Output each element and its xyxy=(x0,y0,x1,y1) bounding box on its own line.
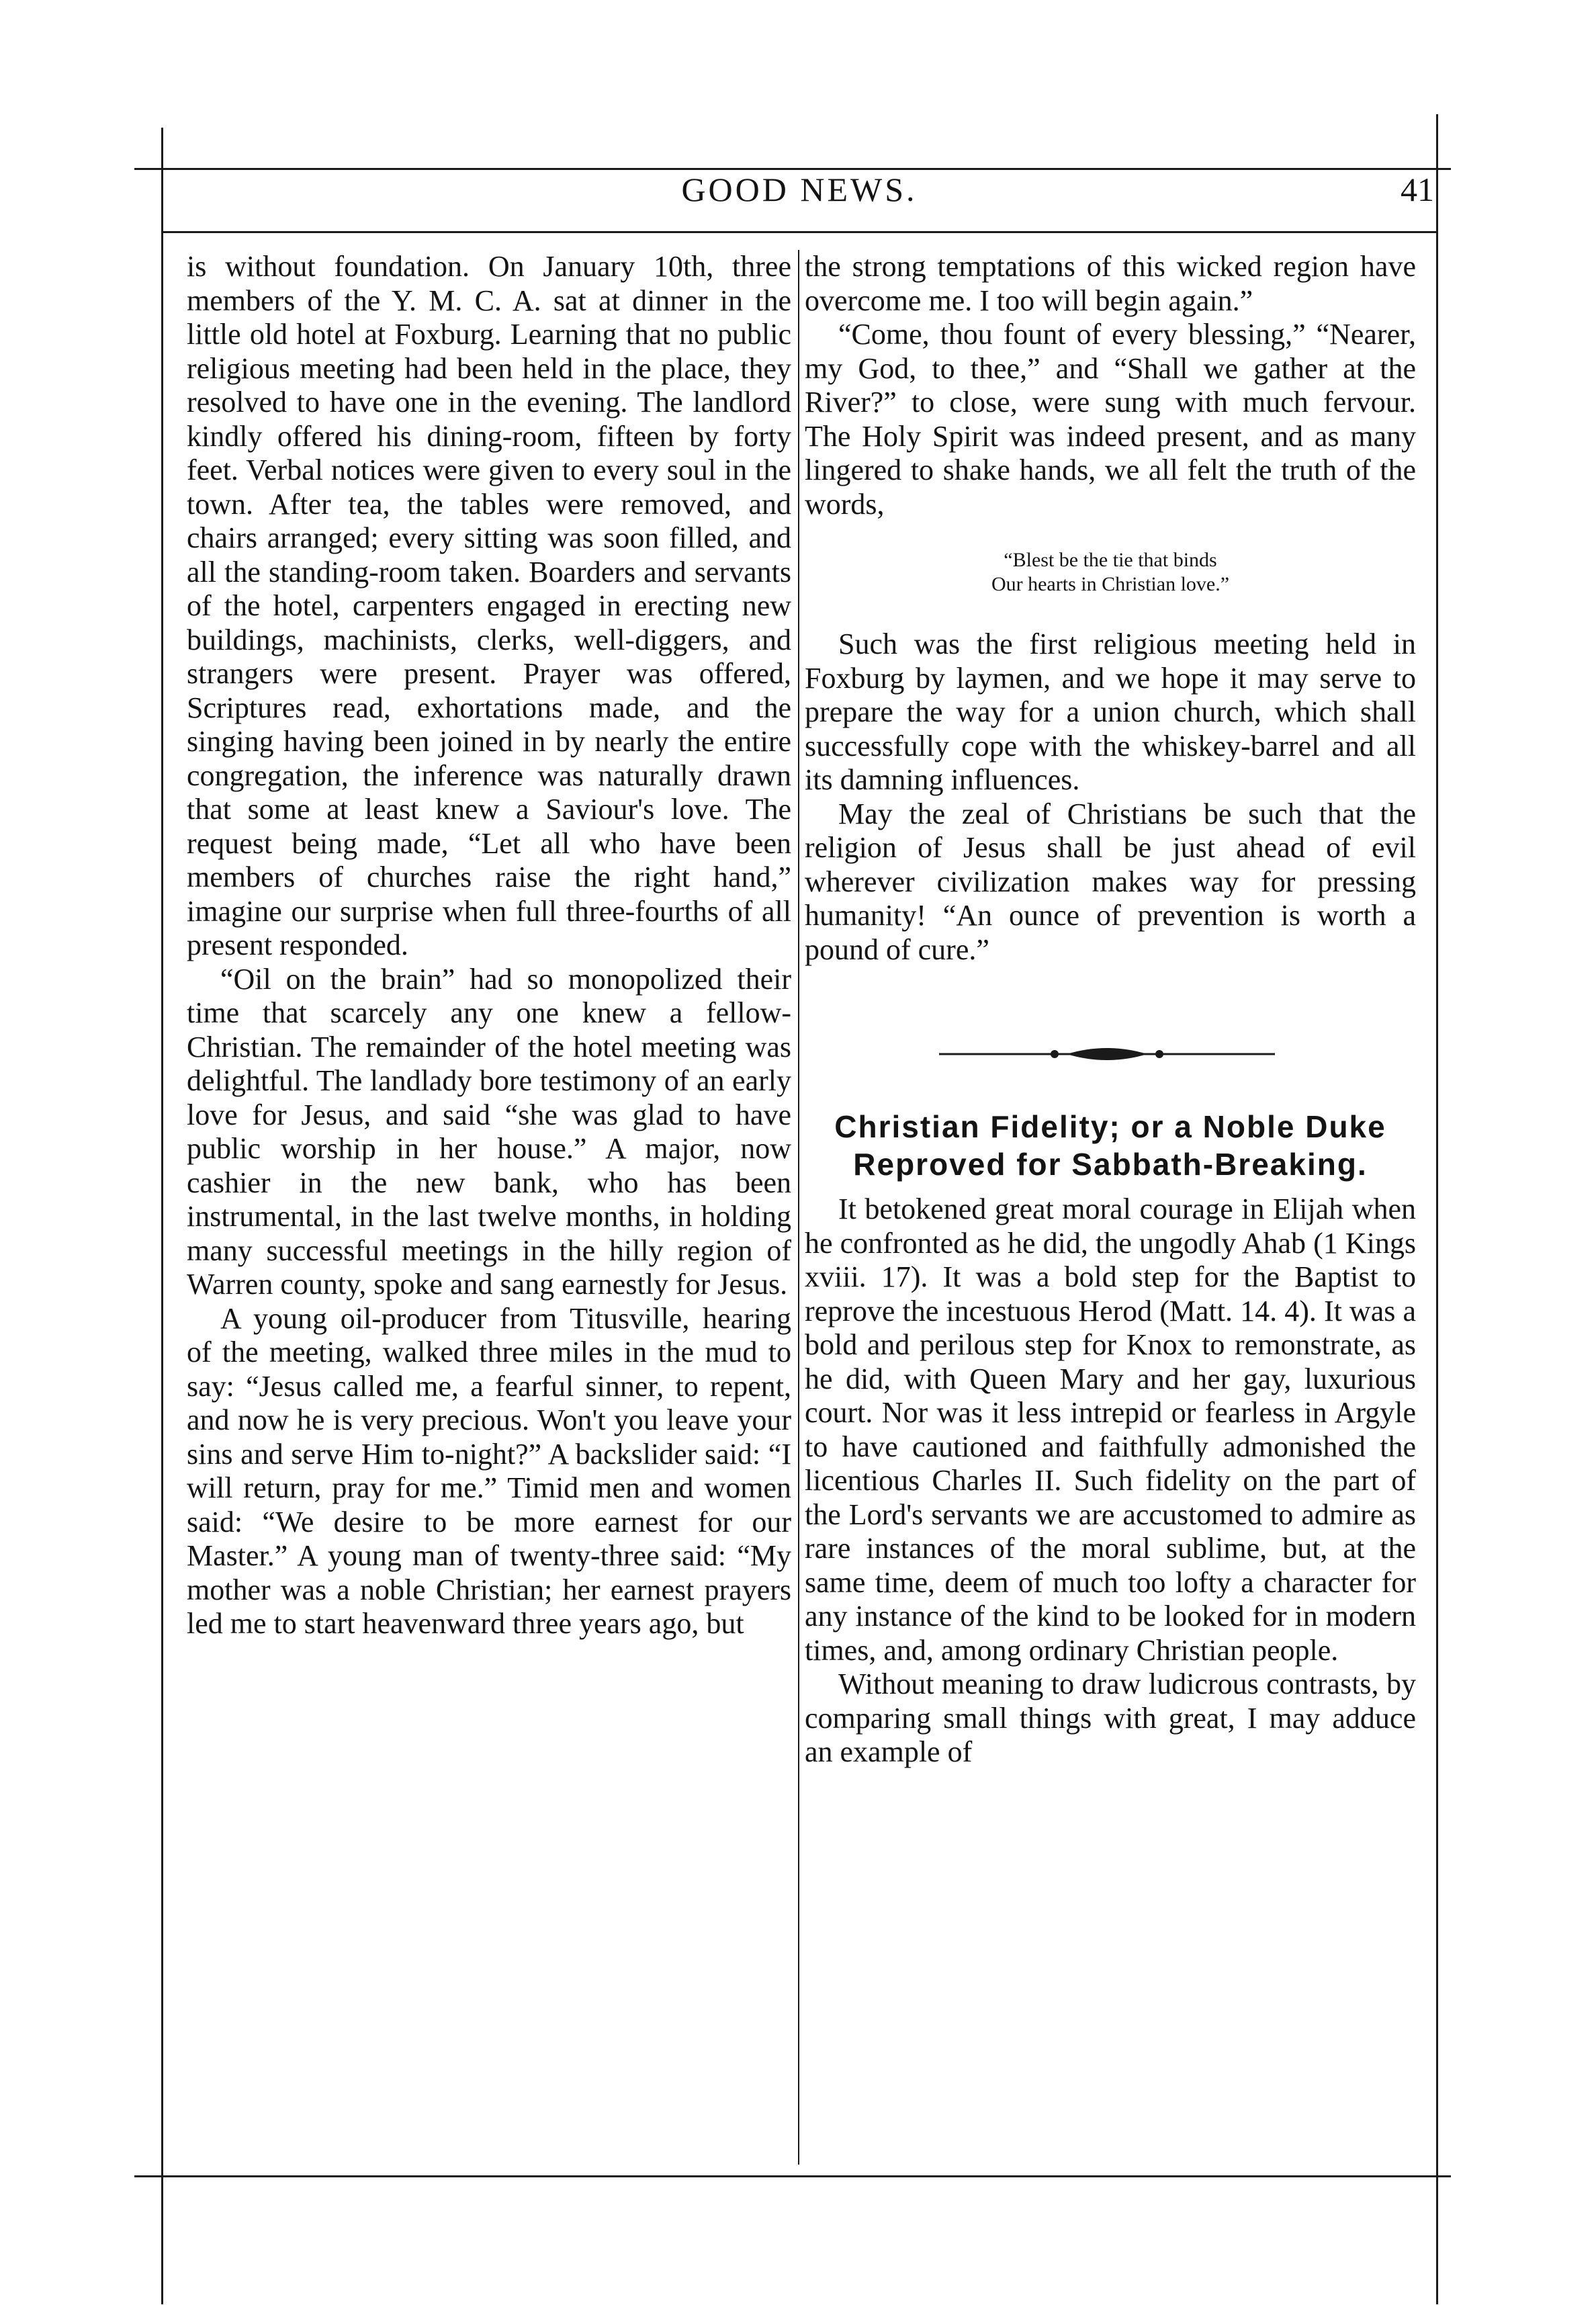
paragraph: It betokened great moral courage in Elijah when he confronted as he did, the ungodly Ahab (1 Kings xviii. 17). It was a bold step for the Baptist to reprove the incestuous Herod (Matt. 14. 4). It was a bold and perilous step for Knox to remonstrate, as he did, with Queen Mary and her gay, luxurious court. Nor was it less intrepid or fearless in Argyle to have cautioned and faithfully admonished the licentious Charles II. Such fidelity on the part of the Lord's servants we are accustomed to admire as rare instances of the moral sublime, but, at the same time, deem of much too lofty a character for any instance of the kind to be looked for in modern times, and, among ordinary Christian people. xyxy=(805,1192,1416,1667)
hymn-quote xyxy=(805,548,1416,597)
paragraph: the strong temptations of this wicked region have overcome me. I too will begin again.” xyxy=(805,250,1416,317)
right-column xyxy=(805,250,1416,2165)
running-header xyxy=(165,165,1434,218)
quote-line-2: Our hearts in Christian love.” xyxy=(991,573,1230,595)
right-border xyxy=(1436,114,1438,2304)
paragraph: Such was the first religious meeting held in Foxburg by laymen, and we hope it may serve to prepare the way for a union church, which shall successfully cope with the whiskey-barrel and all its damning influences. xyxy=(805,627,1416,796)
quote-line-1: “Blest be the tie that binds xyxy=(1004,549,1217,571)
page-number: 41 xyxy=(1401,171,1434,208)
left-border xyxy=(161,128,163,2304)
left-column xyxy=(187,250,791,2165)
section-divider-ornament xyxy=(805,1027,1416,1081)
journal-title: GOOD NEWS. xyxy=(681,171,918,208)
paragraph: “Come, thou fount of every blessing,” “Nearer, my God, to thee,” and “Shall we gather at the River?” to close, were sung with much fervour. The Holy Spirit was indeed present, and as many lingered to shake hands, we all felt the truth of the words, xyxy=(805,318,1416,521)
ornament-icon xyxy=(939,1041,1275,1068)
paragraph: May the zeal of Christians be such that the religion of Jesus shall be just ahead of evil wherever civilization makes way for pressing humanity! “An ounce of prevention is worth a pound of cure.” xyxy=(805,797,1416,966)
article-title: Christian Fidelity; or a Noble Duke Reproved for Sabbath-Breaking. xyxy=(834,1109,1386,1182)
paragraph: “Oil on the brain” had so monopolized their time that scarcely any one knew a fellow-Christian. The remainder of the hotel meeting was delightful. The landlady bore testimony of an early love for Jesus, and said “she was glad to have public worship in her house.” A major, now cashier in the new bank, who has been instrumental, in the last twelve months, in holding many successful meetings in the hilly region of Warren county, spoke and sang earnestly for Jesus. xyxy=(187,962,791,1301)
paragraph: Without meaning to draw ludicrous contrasts, by comparing small things with great, I may adduce an example of xyxy=(805,1667,1416,1768)
column-divider xyxy=(798,250,799,2165)
paragraph: A young oil-producer from Titusville, hearing of the meeting, walked three miles in the mud to say: “Jesus called me, a fearful sinner, to repent, and now he is very precious. Won't you leave your sins and serve Him to-night?” A backslider said: “I will return, pray for me.” Timid men and women said: “We desire to be more earnest for our Master.” A young man of twenty-three said: “My mother was a noble Christian; her earnest prayers led me to start heavenward three years ago, but xyxy=(187,1301,791,1640)
paragraph: is without foundation. On January 10th, three members of the Y. M. C. A. sat at dinner in the little old hotel at Foxburg. Learning that no public religious meeting had been held in the place, they resolved to have one in the evening. The landlord kindly offered his dining-room, fifteen by forty feet. Verbal notices were given to every soul in the town. After tea, the tables were removed, and chairs arranged; every sitting was soon filled, and all the standing-room taken. Boarders and servants of the hotel, carpenters engaged in erecting new buildings, machinists, clerks, well-diggers, and strangers were present. Prayer was offered, Scriptures read, exhortations made, and the singing having been joined in by nearly the entire congregation, the inference was naturally drawn that some at least knew a Saviour's love. The request being made, “Let all who have been members of churches raise the right hand,” imagine our surprise when full three-fourths of all present responded. xyxy=(187,250,791,961)
bottom-rule xyxy=(134,2175,1451,2177)
header-underline xyxy=(161,231,1437,233)
